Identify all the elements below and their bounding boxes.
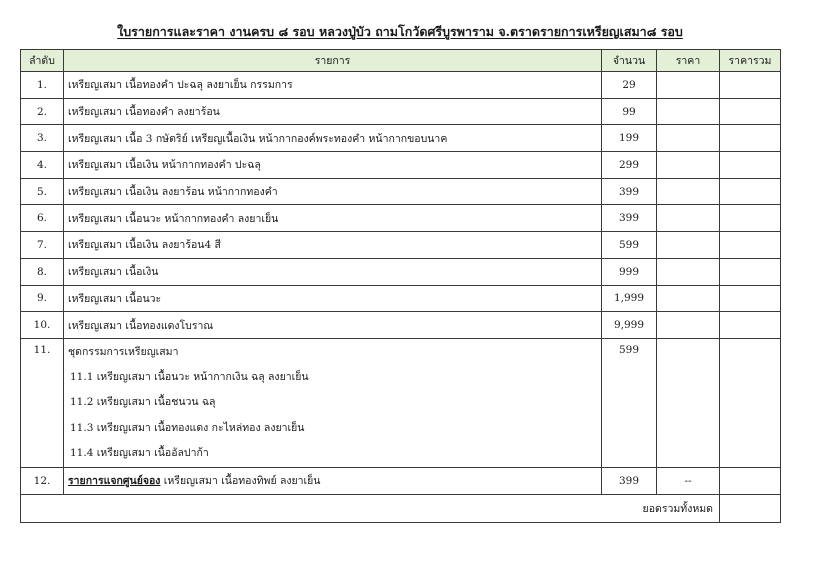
sub-item: 11.2 เหรียญเสมา เนื้อชนวน ฉลุ <box>70 396 216 409</box>
header-total: ราคารวม <box>720 50 781 72</box>
grand-total-value <box>720 494 781 522</box>
document-title <box>20 22 780 42</box>
cell-total <box>720 72 781 99</box>
table-row <box>21 312 781 339</box>
cell-total <box>720 205 781 232</box>
cell-no: 7. <box>21 232 64 259</box>
cell-price <box>657 205 720 232</box>
cell-qty: 299 <box>602 152 657 179</box>
cell-item: เหรียญเสมา เนื้อเงิน หน้ากากทองคำ ปะฉลุ <box>64 152 602 179</box>
cell-qty: 399 <box>602 205 657 232</box>
cell-item: เหรียญเสมา เนื้อเงิน ลงยาร้อน หน้ากากทองคำ <box>64 178 602 205</box>
cell-no: 12. <box>21 467 64 494</box>
cell-total <box>720 467 781 494</box>
cell-price <box>657 98 720 125</box>
promo-label: รายการแจกศูนย์จอง <box>68 475 161 488</box>
cell-qty: 599 <box>602 232 657 259</box>
table-row <box>21 125 781 152</box>
cell-qty: 29 <box>602 72 657 99</box>
table-row <box>21 178 781 205</box>
sub-item: 11.3 เหรียญเสมา เนื้อทองแดง กะไหล่ทอง ลงยาเย็น <box>70 421 305 434</box>
cell-price <box>657 312 720 339</box>
header-item: รายการ <box>64 50 602 72</box>
cell-qty: 399 <box>602 178 657 205</box>
cell-item-text: เหรียญเสมา เนื้อทองทิพย์ ลงยาเย็น <box>160 475 321 488</box>
cell-no: 4. <box>21 152 64 179</box>
cell-qty: 1,999 <box>602 285 657 312</box>
cell-item: เหรียญเสมา เนื้อนวะ <box>64 285 602 312</box>
cell-total <box>720 98 781 125</box>
table-row <box>21 258 781 285</box>
cell-price <box>657 152 720 179</box>
table-row <box>21 467 781 494</box>
table-row <box>21 232 781 259</box>
cell-price <box>657 72 720 99</box>
sub-item: 11.1 เหรียญเสมา เนื้อนวะ หน้ากากเงิน ฉลุ ลงยาเย็น <box>70 370 309 383</box>
cell-no: 9. <box>21 285 64 312</box>
cell-qty: 9,999 <box>602 312 657 339</box>
cell-no: 1. <box>21 72 64 99</box>
cell-item-group <box>64 338 602 467</box>
cell-price <box>657 285 720 312</box>
cell-no: 11. <box>21 338 64 467</box>
cell-item: เหรียญเสมา เนื้อทองคำ ลงยาร้อน <box>64 98 602 125</box>
cell-item: เหรียญเสมา เนื้อนวะ หน้ากากทองคำ ลงยาเย็น <box>64 205 602 232</box>
grand-total-row <box>21 494 781 522</box>
cell-price: -- <box>657 467 720 494</box>
cell-price <box>657 232 720 259</box>
cell-item: เหรียญเสมา เนื้อเงิน <box>64 258 602 285</box>
cell-total <box>720 312 781 339</box>
header-price: ราคา <box>657 50 720 72</box>
cell-total <box>720 178 781 205</box>
cell-total <box>720 338 781 467</box>
cell-no: 10. <box>21 312 64 339</box>
cell-qty: 599 <box>602 338 657 467</box>
cell-no: 2. <box>21 98 64 125</box>
cell-total <box>720 285 781 312</box>
cell-total <box>720 258 781 285</box>
cell-qty: 199 <box>602 125 657 152</box>
price-list-table <box>20 49 781 523</box>
cell-qty: 399 <box>602 467 657 494</box>
table-row <box>21 152 781 179</box>
table-row-committee-set <box>21 338 781 467</box>
cell-item: เหรียญเสมา เนื้อ 3 กษัตริย์ เหรียญเนื้อเงิน หน้ากากองค์พระทองคำ หน้ากากขอบนาค <box>64 125 602 152</box>
table-header-row <box>21 50 781 72</box>
cell-item: เหรียญเสมา เนื้อเงิน ลงยาร้อน4 สี <box>64 232 602 259</box>
cell-item: เหรียญเสมา เนื้อทองแดงโบราณ <box>64 312 602 339</box>
table-row <box>21 98 781 125</box>
header-no: ลำดับ <box>21 50 64 72</box>
document-title-text: ใบรายการและราคา งานครบ ๘ รอบ หลวงปู่บัว ถามโกวัดศรีบูรพาราม จ.ตราดรายการเหรียญเสมา๘ รอบ <box>117 24 683 39</box>
cell-price <box>657 338 720 467</box>
cell-price <box>657 125 720 152</box>
table-row <box>21 205 781 232</box>
cell-no: 3. <box>21 125 64 152</box>
group-title: ชุดกรรมการเหรียญเสมา <box>68 345 179 358</box>
cell-qty: 999 <box>602 258 657 285</box>
cell-qty: 99 <box>602 98 657 125</box>
cell-item <box>64 467 602 494</box>
cell-no: 6. <box>21 205 64 232</box>
cell-price <box>657 178 720 205</box>
grand-total-label: ยอดรวมทั้งหมด <box>21 494 720 522</box>
cell-no: 5. <box>21 178 64 205</box>
cell-item: เหรียญเสมา เนื้อทองคำ ปะฉลุ ลงยาเย็น กรรมการ <box>64 72 602 99</box>
cell-price <box>657 258 720 285</box>
sub-item: 11.4 เหรียญเสมา เนื้ออัลปาก้า <box>70 447 209 460</box>
cell-total <box>720 125 781 152</box>
cell-total <box>720 152 781 179</box>
table-row <box>21 72 781 99</box>
header-qty: จำนวน <box>602 50 657 72</box>
cell-no: 8. <box>21 258 64 285</box>
table-row <box>21 285 781 312</box>
cell-total <box>720 232 781 259</box>
